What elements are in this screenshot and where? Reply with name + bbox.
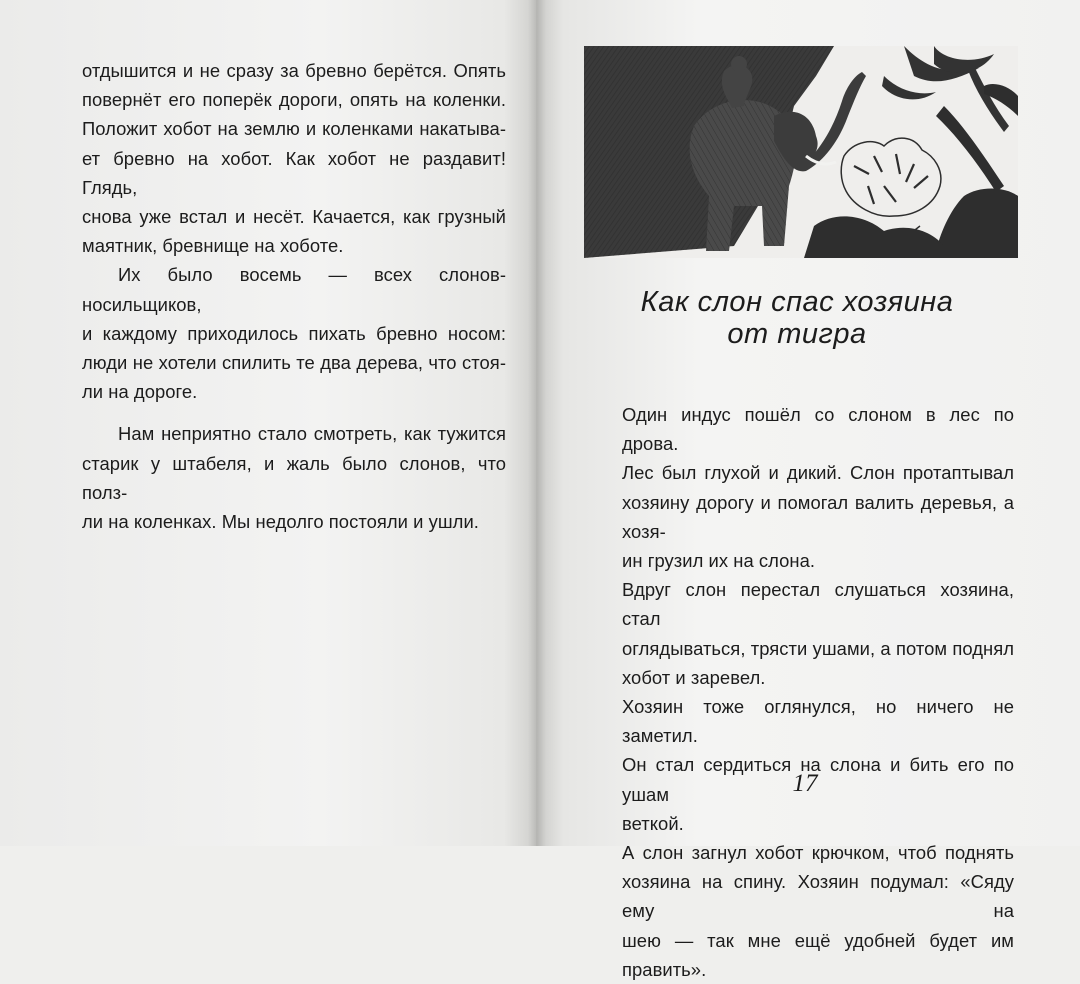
text-line: шею — так мне ещё удобней будет им править». (622, 929, 1014, 980)
paragraph (622, 575, 1014, 692)
text-line: хозяину дорогу и помогал валить деревья, а хозя- (622, 491, 1014, 542)
text-line: Их было восемь — всех слонов-носильщиков, (82, 264, 506, 315)
text-line: А слон загнул хобот крючком, чтоб поднять (622, 842, 1014, 864)
text-line: Один индус пошёл со слоном в лес по дрова. (622, 404, 1014, 455)
paragraph (82, 260, 506, 406)
chapter-title-line: Как слон спас хозяина (640, 286, 954, 318)
chapter-title-line: от тигра (727, 318, 867, 350)
elephant-jungle-engraving-icon (584, 46, 1018, 258)
text-line: старик у штабеля, и жаль было слонов, что полз- (82, 452, 506, 503)
text-line: ет бревно на хобот. Как хобот не раздавит! Глядь, (82, 147, 506, 198)
text-line: Нам неприятно стало смотреть, как тужится (118, 423, 506, 445)
paragraph (622, 400, 1014, 575)
text-line: ли на коленках. Мы недолго постояли и ушли. (82, 511, 479, 533)
text-line: Хозяин тоже оглянулся, но ничего не заметил. (622, 696, 1014, 747)
text-line: Положит хобот на землю и коленками накатыва- (82, 118, 506, 140)
chapter-title (560, 286, 1034, 350)
paragraph (82, 419, 506, 536)
text-line: оглядываться, трясти ушами, а потом поднял (622, 637, 1014, 659)
text-line: снова уже встал и несёт. Качается, как грузный (82, 206, 506, 228)
text-line: хозяина на спину. Хозяин подумал: «Сяду ему на (622, 871, 1014, 922)
text-line: люди не хотели спилить те два дерева, что стоя- (82, 352, 506, 374)
paragraph (622, 838, 1014, 984)
text-line: повернёт его поперёк дороги, опять на коленки. (82, 89, 506, 111)
right-page-text (622, 400, 1014, 984)
text-line: Он стал сердиться на слона и бить его по ушам (622, 754, 1014, 805)
text-line: Вдруг слон перестал слушаться хозяина, стал (622, 579, 1014, 630)
paragraph (622, 692, 1014, 838)
left-page-text (82, 56, 506, 536)
page-number: 17 (792, 770, 818, 797)
text-line: веткой. (622, 812, 684, 834)
book-gutter (528, 0, 546, 846)
text-line: Лес был глухой и дикий. Слон протаптывал (622, 462, 1014, 484)
text-line: хобот и заревел. (622, 666, 766, 688)
text-line: ин грузил их на слона. (622, 550, 816, 572)
text-line: маятник, бревнище на хоботе. (82, 235, 344, 257)
paragraph (82, 56, 506, 260)
text-line: и каждому приходилось пихать бревно носом: (82, 322, 506, 344)
text-line: ли на дороге. (82, 381, 198, 403)
text-line: отдышится и не сразу за бревно берётся. Опять (82, 60, 506, 81)
